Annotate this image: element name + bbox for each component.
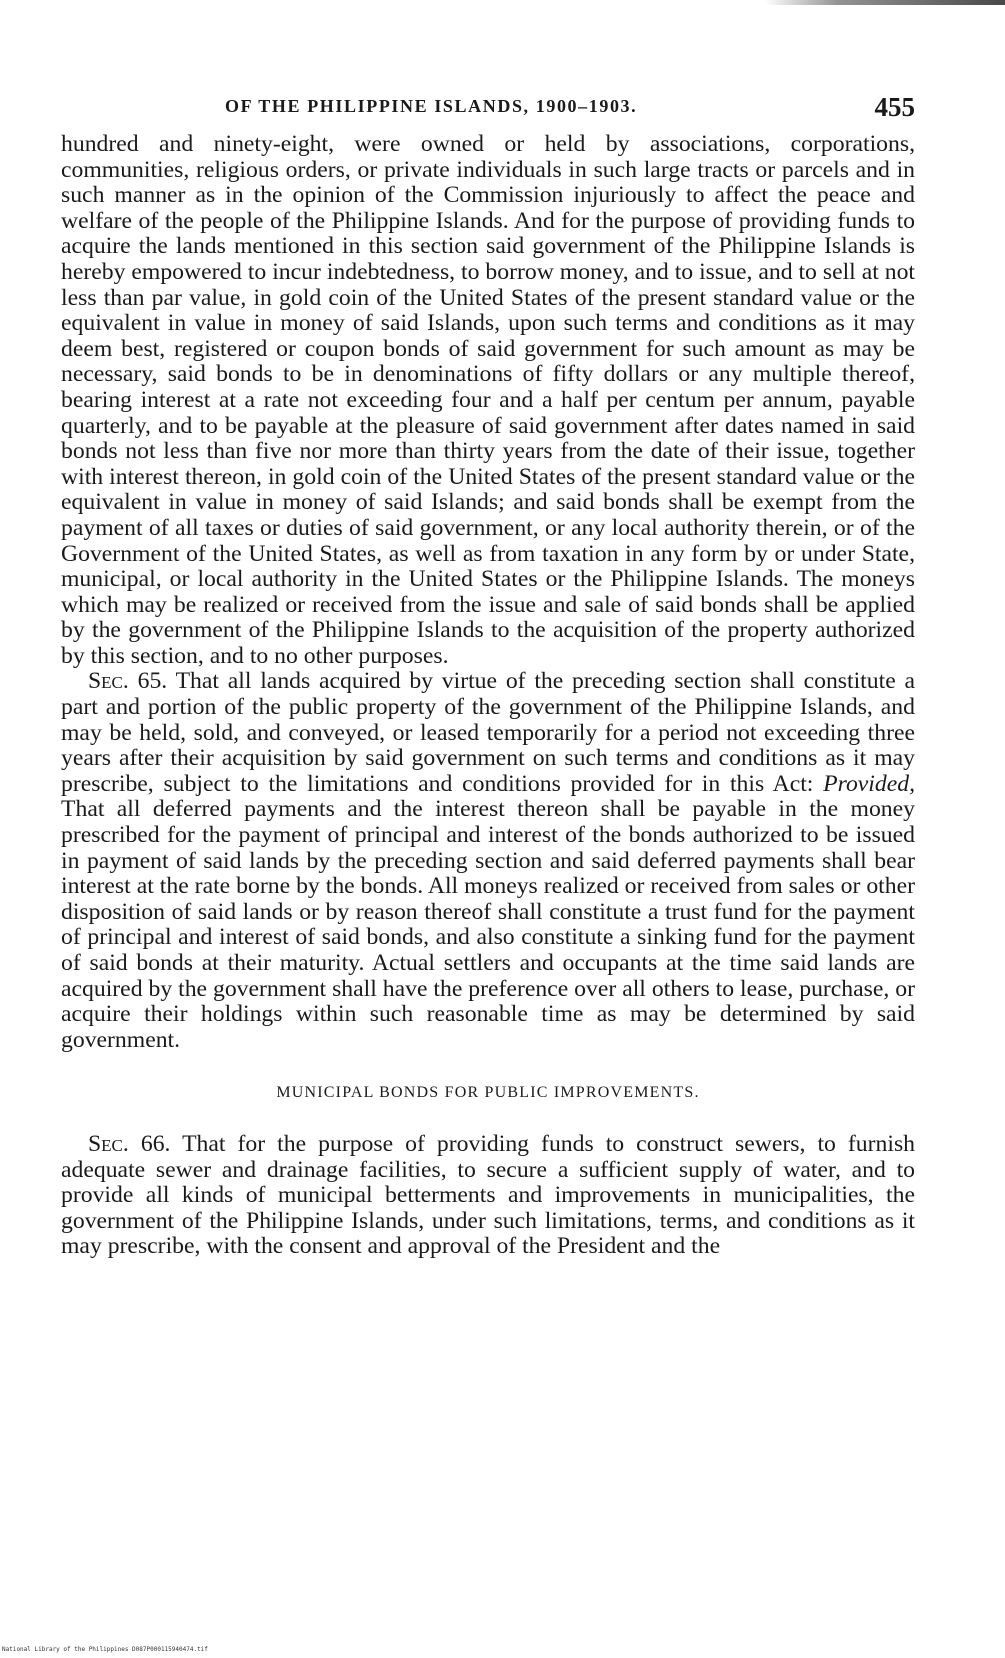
body-text — [61, 132, 915, 1260]
section-65-text-b: That all deferred payments and the interest thereon shall be payable in the money prescribed for the payment of principal and interest of the bonds authorized to be issued in payment of said lands by the preceding section and said deferred payments shall bear interest at the rate borne by the bonds. All moneys realized or received from sales or other disposition of said lands or by reason thereof shall constitute a trust fund for the payment of principal and interest of said bonds, and also constitute a sinking fund for the payment of said bonds at their maturity. Actual settlers and occupants at the time said lands are acquired by the government shall have the preference over all others to lease, purchase, or acquire their holdings within such reasonable time as may be determined by said government. — [61, 796, 915, 1053]
section-66-paragraph — [61, 1132, 915, 1260]
running-head: OF THE PHILIPPINE ISLANDS, 1900–1903. — [225, 96, 638, 116]
scan-source-note: National Library of the Philippines D087P000115940474.tif — [2, 1646, 208, 1653]
page-number: 455 — [874, 92, 915, 122]
section-66-label: Sec. 66. — [88, 1130, 171, 1157]
scan-edge-mark — [765, 0, 1005, 5]
paragraph-continuation: hundred and ninety-eight, were owned or held by associations, corporations, communities, religious orders, or private individuals in such large tracts or parcels and in such manner as in the opinion of the Commission injuriously to affect the peace and welfare of the people of the Philippine Islands. And for the purpose of providing funds to acquire the lands mentioned in this section said government of the Philippine Islands is hereby empowered to incur indebtedness, to borrow money, and to issue, and to sell at not less than par value, in gold coin of the United States of the present standard value or the equivalent in value in money of said Islands, upon such terms and conditions as it may deem best, registered or coupon bonds of said government for such amount as may be necessary, said bonds to be in denominations of fifty dollars or any multiple thereof, bearing interest at a rate not exceeding four and a half per centum per annum, payable quarterly, and to be payable at the pleasure of said government after dates named in said bonds not less than five nor more than thirty years from the date of their issue, together with interest thereon, in gold coin of the United States of the present standard value or the equivalent in value in money of said Islands; and said bonds shall be exempt from the payment of all taxes or duties of said government, or any local authority therein, or of the Government of the United States, as well as from taxation in any form by or under State, municipal, or local authority in the United States or the Philippine Islands. The moneys which may be realized or received from the issue and sale of said bonds shall be applied by the government of the Philippine Islands to the acquisition of the property authorized by this section, and to no other purposes. — [61, 131, 915, 669]
page-header — [225, 92, 915, 126]
section-heading: MUNICIPAL BONDS FOR PUBLIC IMPROVEMENTS. — [276, 1084, 700, 1102]
section-66-text: That for the purpose of providing funds to construct sewers, to furnish adequate sewer and drainage facilities, to secure a sufficient supply of water, and to provide all kinds of municipal betterments and improvements in municipalities, the government of the Philippine Islands, under such limitations, terms, and conditions as it may prescribe, with the consent and approval of the President and the — [61, 1130, 916, 1260]
section-65-paragraph — [61, 669, 915, 1053]
section-65-text-a: That all lands acquired by virtue of the preceding section shall constitute a part and portion of the public property of the government of the Philippine Islands, and may be held, sold, and conveyed, or leased temporarily for a period not exceeding three years after their acquisition by said government on such terms and conditions as it may prescribe, subject to the limitations and conditions provided for in this Act: — [61, 668, 915, 797]
section-65-label: Sec. 65. — [88, 668, 168, 695]
proviso-word: Provided, — [823, 770, 916, 797]
